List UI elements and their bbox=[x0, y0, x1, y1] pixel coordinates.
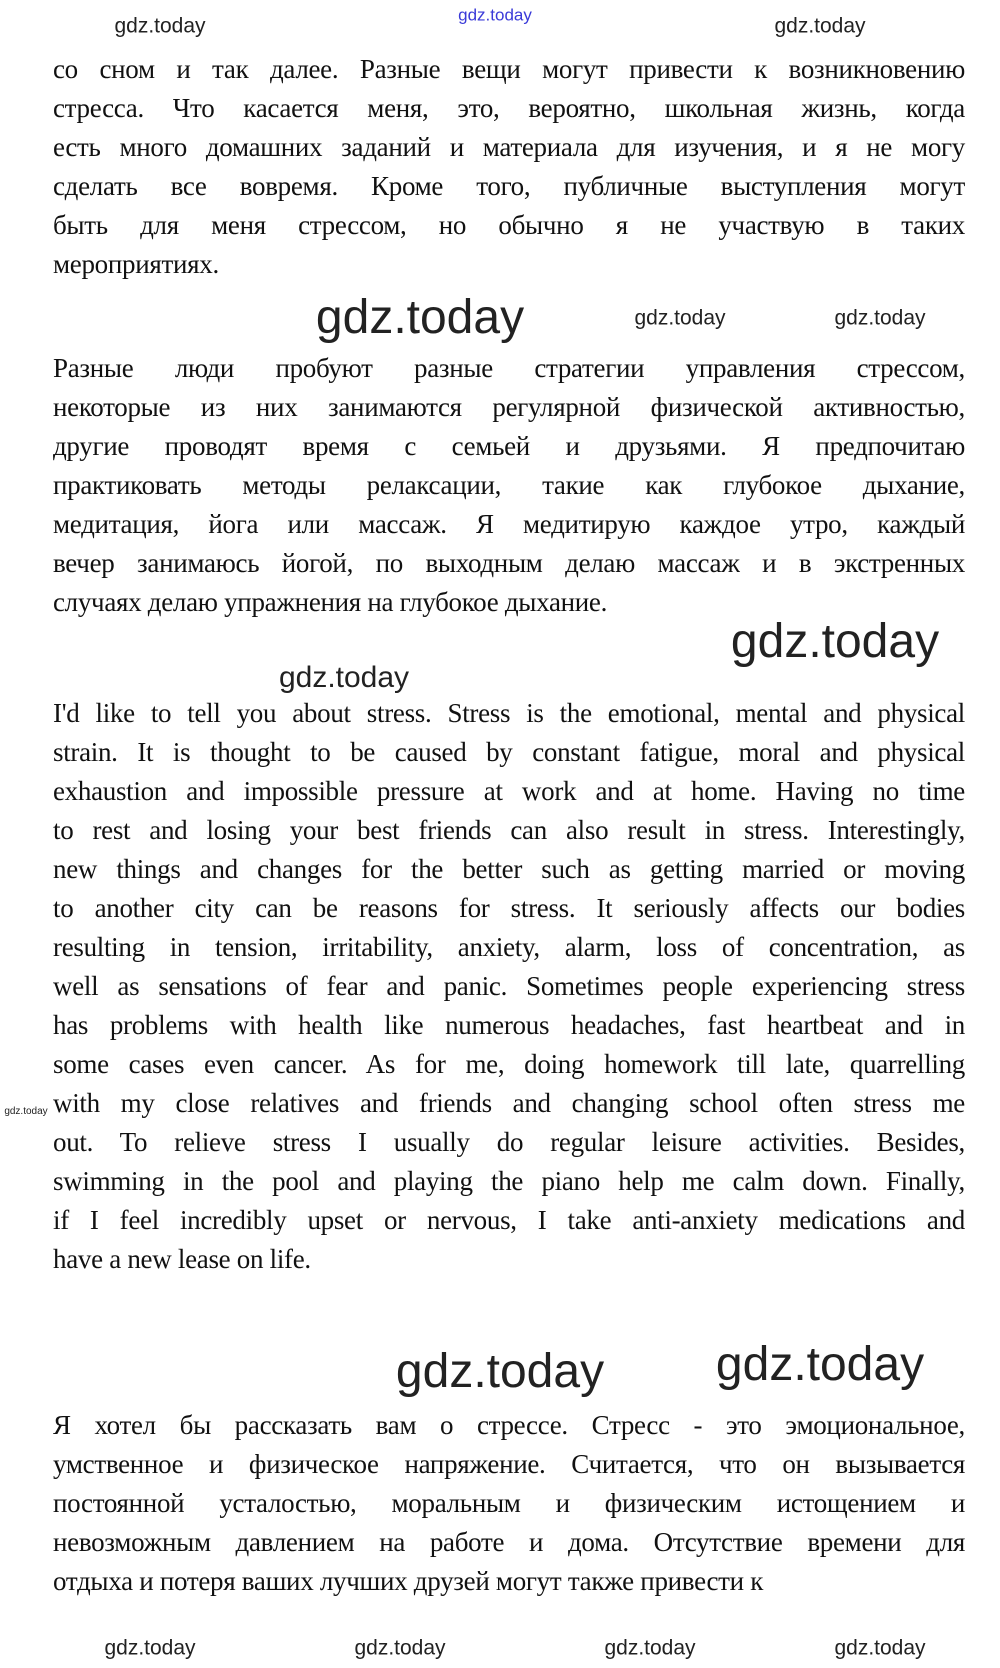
watermark: gdz.today bbox=[354, 1636, 446, 1660]
text-line: some cases even cancer. As for me, doing homework till late, quarrelling bbox=[53, 1049, 965, 1079]
text-line: мероприятиях. bbox=[53, 249, 219, 279]
text-line: to rest and losing your best friends can also result in stress. Interestingly, bbox=[53, 815, 965, 845]
text-line: умственное и физическое напряжение. Считается, что он вызывается bbox=[53, 1449, 965, 1479]
text-line: have a new lease on life. bbox=[53, 1244, 311, 1274]
paragraph-english bbox=[53, 690, 965, 1282]
text-line: new things and changes for the better such as getting married or moving bbox=[53, 854, 965, 884]
watermark: gdz.today bbox=[114, 14, 206, 38]
text-line: отдыха и потеря ваших лучших друзей могут также привести к bbox=[53, 1566, 764, 1596]
text-line: невозможным давлением на работе и дома. Отсутствие времени для bbox=[53, 1527, 965, 1557]
text-line: другие проводят время с семьей и друзьями. Я предпочитаю bbox=[53, 431, 965, 461]
text-line: well as sensations of fear and panic. Sometimes people experiencing stress bbox=[53, 971, 965, 1001]
text-line: out. To relieve stress I usually do regular leisure activities. Besides, bbox=[53, 1127, 965, 1157]
watermark: gdz.today bbox=[278, 661, 410, 694]
watermark: gdz.today bbox=[4, 1106, 48, 1117]
paragraph-russian-1 bbox=[53, 46, 965, 287]
text-line: if I feel incredibly upset or nervous, I take anti-anxiety medications and bbox=[53, 1205, 965, 1235]
text-line: to another city can be reasons for stress. It seriously affects our bodies bbox=[53, 893, 965, 923]
text-line: некоторые из них занимаются регулярной физической активностью, bbox=[53, 392, 965, 422]
watermark: gdz.today bbox=[458, 5, 532, 25]
text-line: strain. It is thought to be caused by constant fatigue, moral and physical bbox=[53, 737, 965, 767]
text-line: Разные люди пробуют разные стратегии управления стрессом, bbox=[53, 353, 965, 383]
watermark: gdz.today bbox=[395, 1345, 605, 1398]
text-line: with my close relatives and friends and changing school often stress me bbox=[53, 1088, 965, 1118]
text-line: быть для меня стрессом, но обычно я не участвую в таких bbox=[53, 210, 965, 240]
watermark: gdz.today bbox=[774, 14, 866, 38]
text-line: стресса. Что касается меня, это, вероятно, школьная жизнь, когда bbox=[53, 93, 965, 123]
text-line: I'd like to tell you about stress. Stress is the emotional, mental and physical bbox=[53, 698, 965, 728]
text-line: постоянной усталостью, моральным и физическим истощением и bbox=[53, 1488, 965, 1518]
watermark: gdz.today bbox=[730, 615, 940, 668]
text-line: resulting in tension, irritability, anxiety, alarm, loss of concentration, as bbox=[53, 932, 965, 962]
watermark: gdz.today bbox=[634, 306, 726, 330]
text-line: есть много домашних заданий и материала для изучения, и я не могу bbox=[53, 132, 965, 162]
text-line: случаях делаю упражнения на глубокое дыхание. bbox=[53, 587, 608, 617]
text-line: swimming in the pool and playing the piano help me calm down. Finally, bbox=[53, 1166, 965, 1196]
text-line: со сном и так далее. Разные вещи могут привести к возникновению bbox=[53, 54, 965, 84]
watermark: gdz.today bbox=[315, 291, 525, 344]
watermark: gdz.today bbox=[834, 1636, 926, 1660]
watermark: gdz.today bbox=[104, 1636, 196, 1660]
text-line: практиковать методы релаксации, такие как глубокое дыхание, bbox=[53, 470, 965, 500]
watermark: gdz.today bbox=[834, 306, 926, 330]
watermark: gdz.today bbox=[604, 1636, 696, 1660]
paragraph-russian-2 bbox=[53, 345, 965, 625]
text-line: медитация, йога или массаж. Я медитирую каждое утро, каждый bbox=[53, 509, 965, 539]
watermark: gdz.today bbox=[715, 1338, 925, 1391]
text-line: вечер занимаюсь йогой, по выходным делаю массаж и в экстренных bbox=[53, 548, 965, 578]
text-line: Я хотел бы рассказать вам о стрессе. Стресс - это эмоциональное, bbox=[53, 1410, 965, 1440]
text-line: exhaustion and impossible pressure at work and at home. Having no time bbox=[53, 776, 965, 806]
paragraph-russian-translation bbox=[53, 1402, 965, 1604]
text-line: has problems with health like numerous headaches, fast heartbeat and in bbox=[53, 1010, 965, 1040]
text-line: сделать все вовремя. Кроме того, публичные выступления могут bbox=[53, 171, 965, 201]
